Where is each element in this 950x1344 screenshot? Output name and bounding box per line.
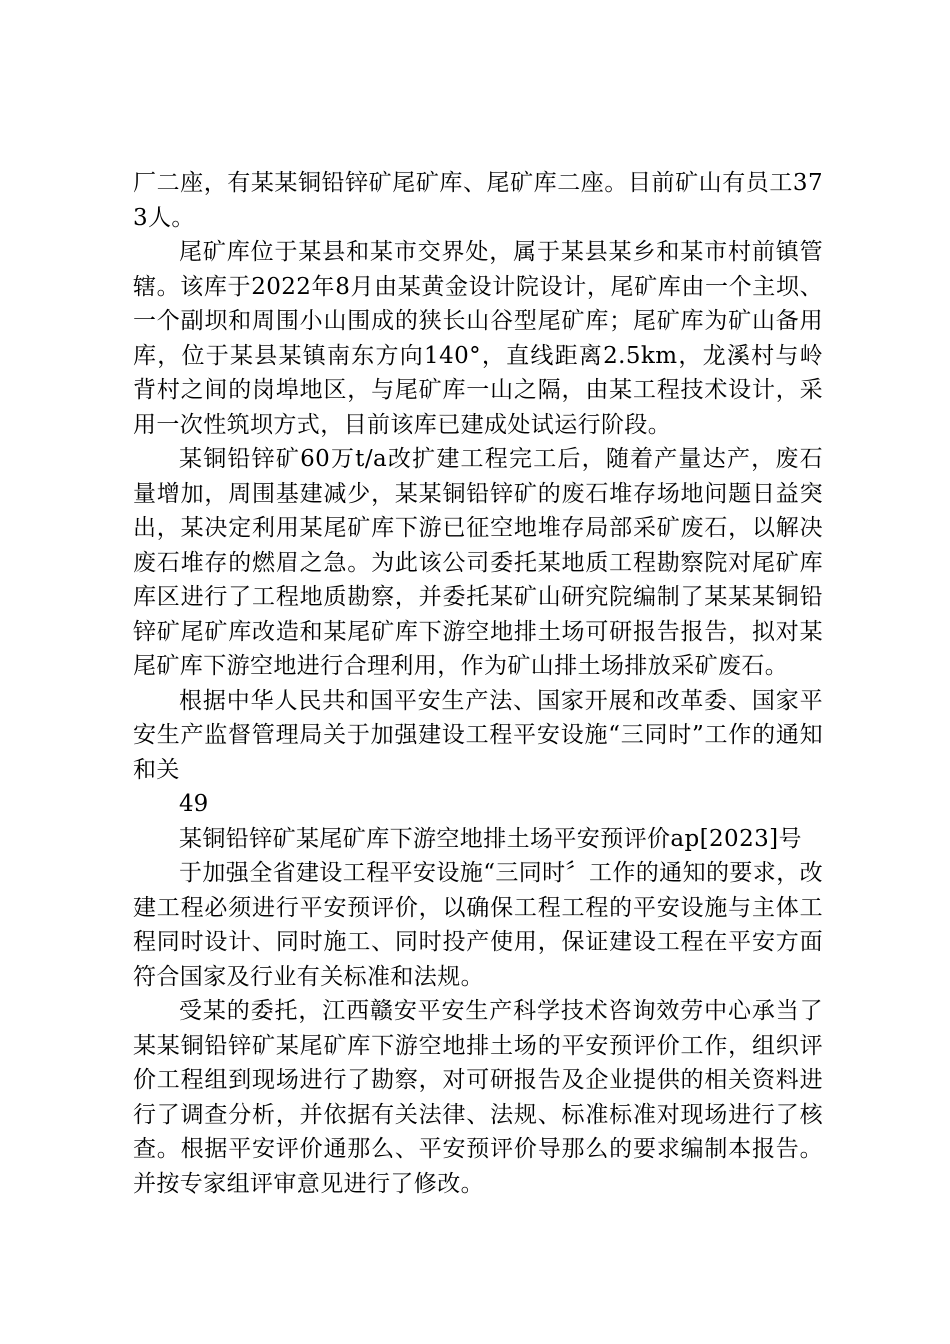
paragraph-tailings-location: 尾矿库位于某县和某市交界处，属于某县某乡和某市村前镇管辖。该库于2022年8月由某黄金设计院设计，尾矿库由一个主坝、一个副坝和周围小山围成的狭长山谷型尾矿库；尾矿库为矿山备用库，位于某县某镇南东方向140°，直线距离2.5km，龙溪村与岭背村之间的岗埠地区，与尾矿库一山之隔，由某工程技术设计，采用一次性筑坝方式，目前该库已建成处试运行阶段。 xyxy=(133,239,823,438)
paragraph-intro-continued: 厂二座，有某某铜铅锌矿尾矿库、尾矿库二座。目前矿山有员工373人。 xyxy=(133,170,823,231)
paragraph-legal-basis-continued: 于加强全省建设工程平安设施“三同时〞工作的通知的要求，改建工程必须进行平安预评价，以确保工程工程的平安设施与主体工程同时设计、同时施工、同时投产使用，保证建设工程在平安方面符合国家及行业有关标准和法规。 xyxy=(133,860,823,990)
paragraph-legal-basis: 根据中华人民共和国平安生产法、国家开展和改革委、国家平安生产监督管理局关于加强建设工程平安设施“三同时”工作的通知和关 xyxy=(133,687,823,783)
page-number: 49 xyxy=(179,791,209,817)
document-body xyxy=(133,166,823,1201)
paragraph-waste-rock-background: 某铜铅锌矿60万t/a改扩建工程完工后，随着产量达产，废石量增加，周围基建减少，某某铜铅锌矿的废石堆存场地问题日益突出，某决定利用某尾矿库下游已征空地堆存局部采矿废石，以解决废石堆存的燃眉之急。为此该公司委托某地质工程勘察院对尾矿库库区进行了工程地质勘察，并委托某矿山研究院编制了某某某铜铅锌矿尾矿库改造和某尾矿库下游空地排土场可研报告报告，拟对某尾矿库下游空地进行合理利用，作为矿山排土场排放采矿废石。 xyxy=(133,446,823,679)
running-header: 某铜铅锌矿某尾矿库下游空地排土场平安预评价ap[2023]号 xyxy=(179,825,802,852)
paragraph-commission: 受某的委托，江西赣安平安生产科学技术咨询效劳中心承当了某某铜铅锌矿某尾矿库下游空地排土场的平安预评价工作，组织评价工程组到现场进行了勘察，对可研报告及企业提供的相关资料进行了调查分析，并依据有关法律、法规、标准标准对现场进行了核查。根据平安评价通那么、平安预评价导那么的要求编制本报告。并按专家组评审意见进行了修改。 xyxy=(133,998,823,1197)
